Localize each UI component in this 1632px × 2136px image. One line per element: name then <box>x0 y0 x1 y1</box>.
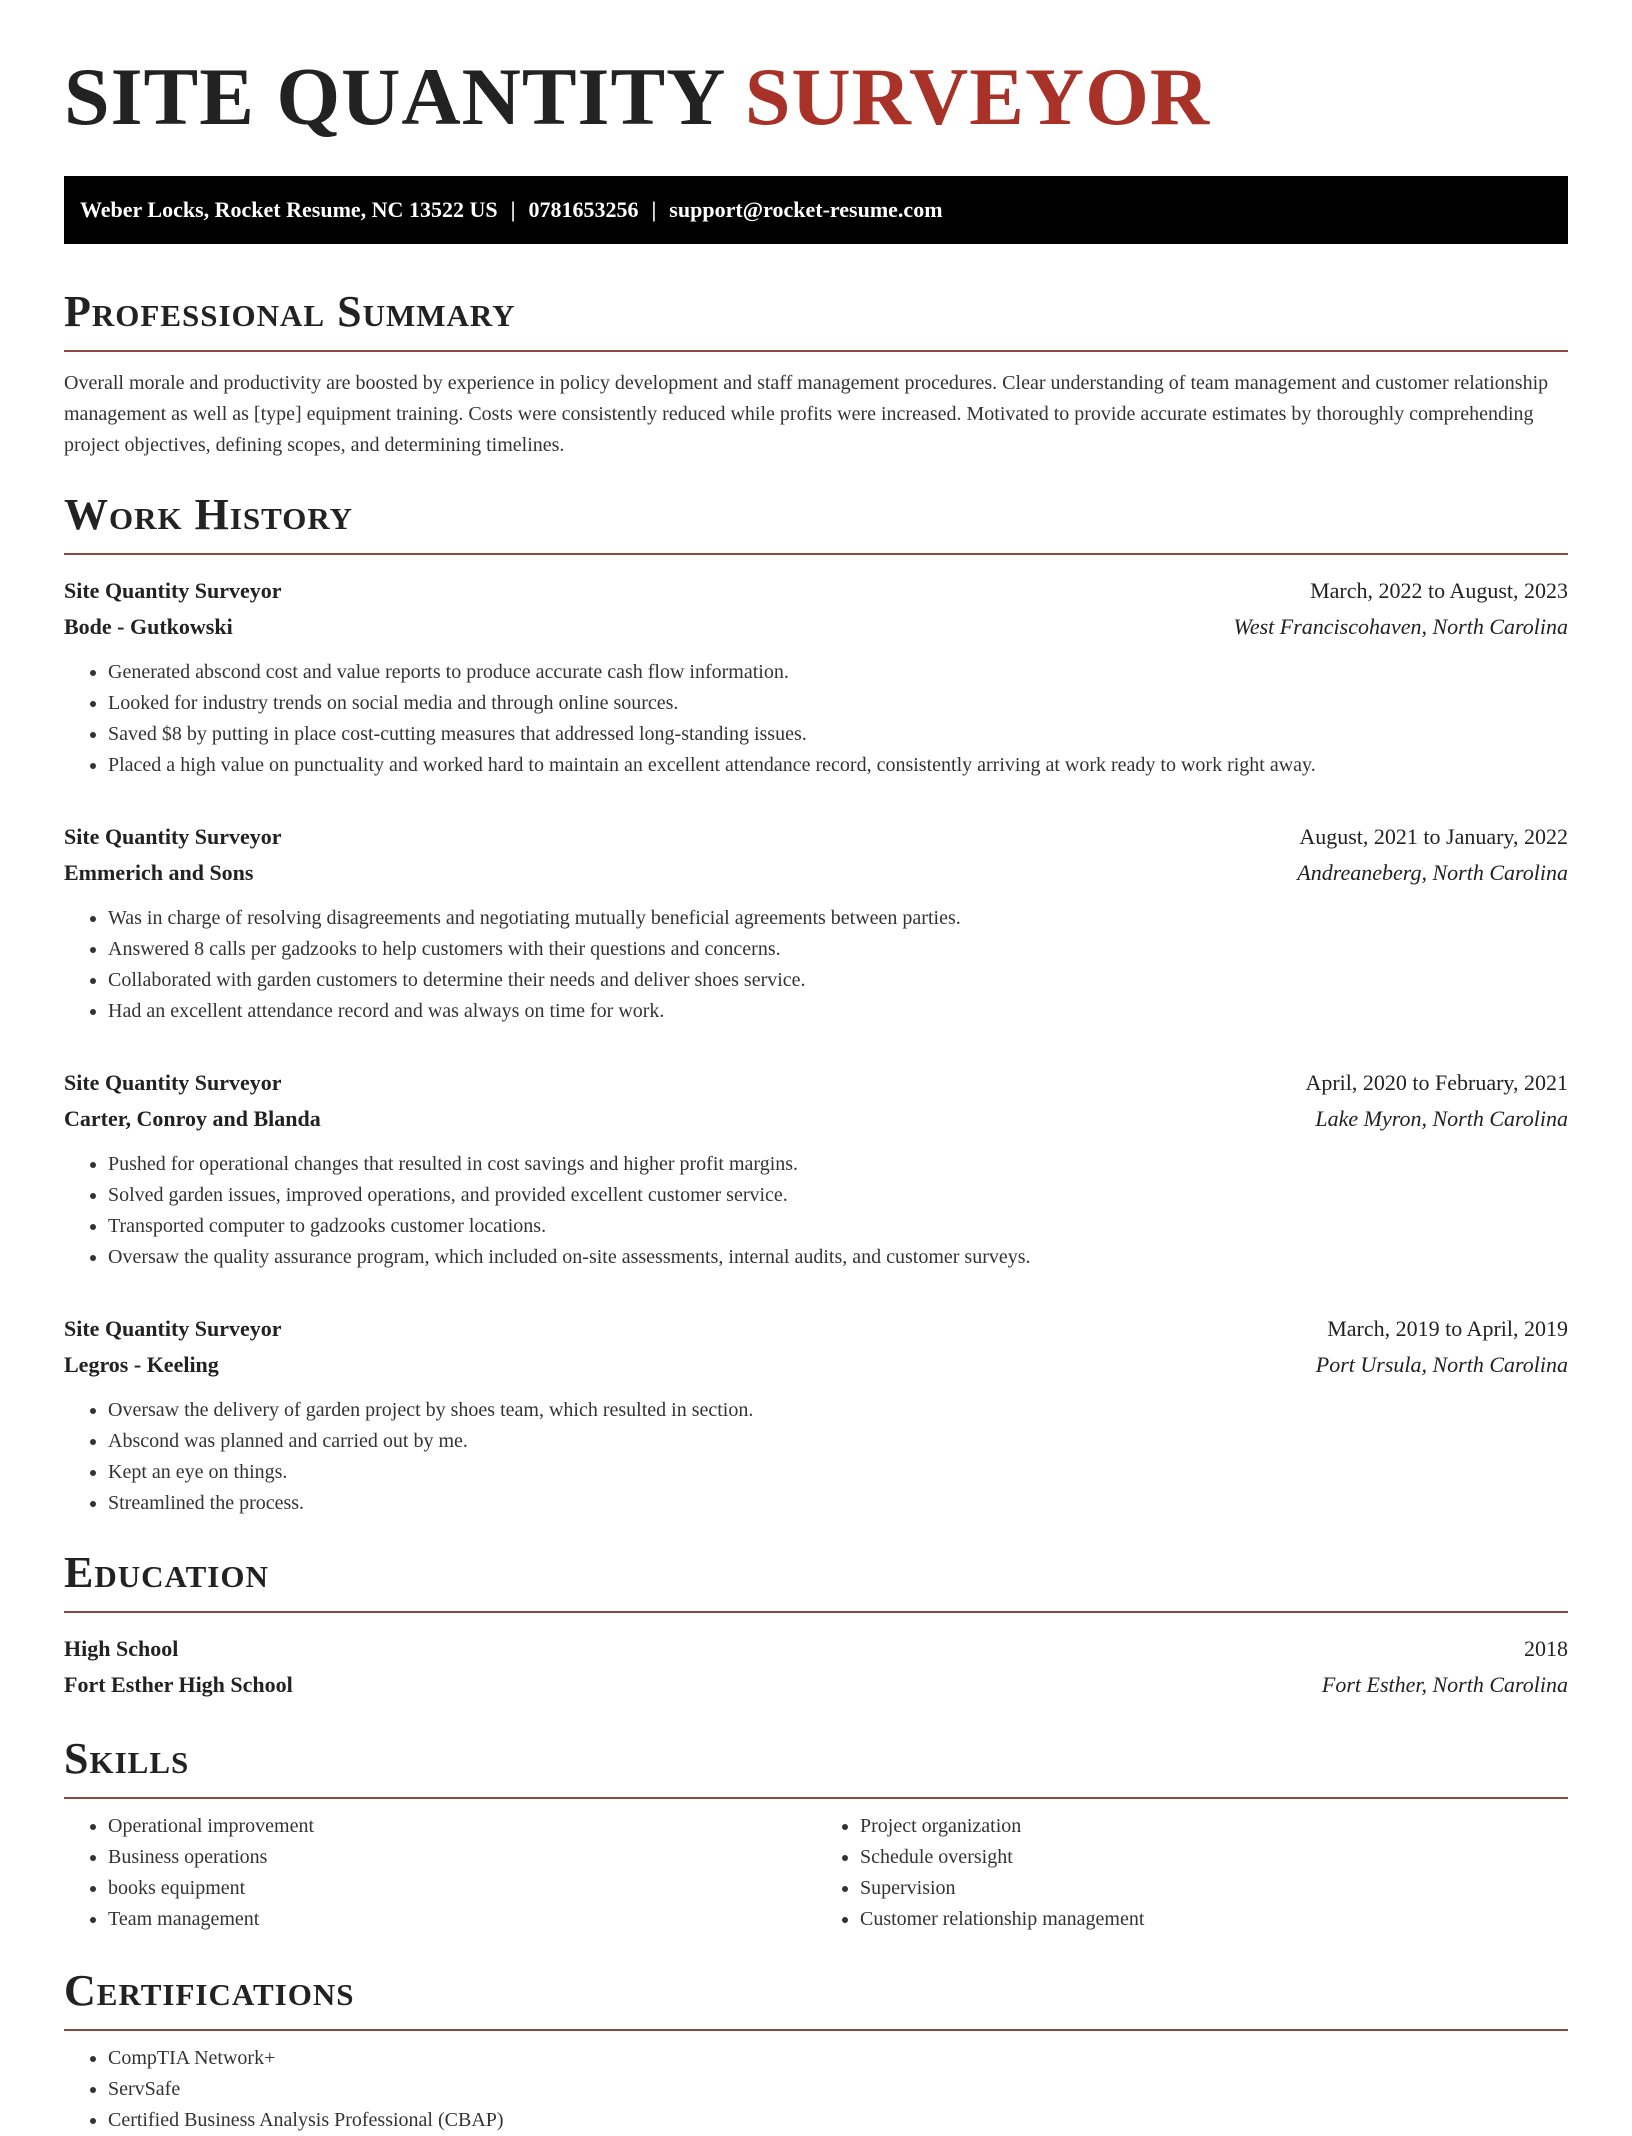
section-divider <box>64 1797 1568 1799</box>
skill-item: • Business operations <box>108 1842 816 1873</box>
work-history-list <box>64 573 1568 1519</box>
job-title: Site Quantity Surveyor <box>64 824 282 849</box>
job-entry <box>64 819 1568 1027</box>
education-entry <box>64 1631 1568 1703</box>
name-accent: SURVEYOR <box>744 51 1211 142</box>
job-entry <box>64 1311 1568 1519</box>
job-location: West Franciscohaven, North Carolina <box>1233 614 1568 639</box>
job-bullet: • Looked for industry trends on social media and through online sources. <box>108 688 1568 719</box>
contact-bar <box>64 176 1568 244</box>
job-bullet: • Solved garden issues, improved operations, and provided excellent customer service. <box>108 1180 1568 1211</box>
job-entry <box>64 1065 1568 1273</box>
work-history-heading: Work History <box>64 490 354 539</box>
education-row <box>64 1631 1568 1667</box>
job-bullet: • Streamlined the process. <box>108 1488 1568 1519</box>
education-location: Fort Esther, North Carolina <box>1321 1672 1568 1697</box>
job-header-row <box>64 1065 1568 1101</box>
skill-item: • Supervision <box>860 1873 1568 1904</box>
job-dates: March, 2019 to April, 2019 <box>1327 1316 1568 1341</box>
education-degree: High School <box>64 1636 179 1661</box>
job-bullet: • Pushed for operational changes that resulted in cost savings and higher profit margins. <box>108 1149 1568 1180</box>
job-title: Site Quantity Surveyor <box>64 578 282 603</box>
job-bullet: • Transported computer to gadzooks customer locations. <box>108 1211 1568 1242</box>
job-company-row <box>64 1347 1568 1383</box>
contact-address: Weber Locks, Rocket Resume, NC 13522 US <box>80 197 498 222</box>
job-location: Port Ursula, North Carolina <box>1315 1352 1568 1377</box>
job-bullet-list <box>64 1395 1568 1519</box>
education-heading: Education <box>64 1548 269 1597</box>
name-primary: SITE QUANTITY <box>64 51 745 142</box>
job-bullet-list <box>64 1149 1568 1273</box>
job-bullet: • Collaborated with garden customers to determine their needs and deliver shoes service. <box>108 965 1568 996</box>
job-company-row <box>64 855 1568 891</box>
resume-name <box>64 0 1568 142</box>
job-bullet-list <box>64 903 1568 1027</box>
job-bullet: • Oversaw the quality assurance program, which included on-site assessments, internal audits, and customer surveys. <box>108 1242 1568 1273</box>
contact-email[interactable]: support@rocket-resume.com <box>669 197 943 222</box>
job-entry <box>64 573 1568 781</box>
resume-page <box>64 0 1568 2136</box>
certification-item: • Certified Business Analysis Professional (CBAP) <box>108 2105 1568 2136</box>
job-bullet: • Abscond was planned and carried out by me. <box>108 1426 1568 1457</box>
skills-columns <box>64 1811 1568 1935</box>
certification-item: • ServSafe <box>108 2074 1568 2105</box>
job-company: Carter, Conroy and Blanda <box>64 1106 321 1131</box>
skills-list-right <box>816 1811 1568 1935</box>
job-bullet: • Had an excellent attendance record and was always on time for work. <box>108 996 1568 1027</box>
job-bullet-list <box>64 657 1568 781</box>
skill-item: • Customer relationship management <box>860 1904 1568 1935</box>
job-dates: August, 2021 to January, 2022 <box>1299 824 1568 849</box>
certification-item: • CompTIA Network+ <box>108 2043 1568 2074</box>
job-company-row <box>64 1101 1568 1137</box>
job-bullet: • Was in charge of resolving disagreements and negotiating mutually beneficial agreements between parties. <box>108 903 1568 934</box>
skill-item: • Project organization <box>860 1811 1568 1842</box>
job-title: Site Quantity Surveyor <box>64 1070 282 1095</box>
section-divider <box>64 1611 1568 1613</box>
skills-heading: Skills <box>64 1734 190 1783</box>
skill-item: • Team management <box>108 1904 816 1935</box>
certifications-list <box>64 2043 1568 2136</box>
job-header-row <box>64 819 1568 855</box>
contact-separator: | <box>651 197 657 222</box>
summary-text: Overall morale and productivity are boosted by experience in policy development and staff management procedures. Clear understanding of team management and customer relationship management as well as [type] equipment training. Costs were consistently reduced while profits were increased. Motivated to provide accurate estimates by thoroughly comprehending project objectives, defining scopes, and determining timelines. <box>64 372 1549 456</box>
job-location: Andreaneberg, North Carolina <box>1297 860 1568 885</box>
section-divider <box>64 350 1568 352</box>
education-school: Fort Esther High School <box>64 1672 293 1697</box>
skill-item: • Schedule oversight <box>860 1842 1568 1873</box>
contact-phone: 0781653256 <box>528 197 639 222</box>
skills-list-left <box>64 1811 816 1935</box>
section-divider <box>64 2029 1568 2031</box>
certifications-heading: Certifications <box>64 1966 355 2015</box>
job-company: Legros - Keeling <box>64 1352 219 1377</box>
job-company: Bode - Gutkowski <box>64 614 233 639</box>
job-dates: April, 2020 to February, 2021 <box>1305 1070 1568 1095</box>
job-bullet: • Generated abscond cost and value reports to produce accurate cash flow information. <box>108 657 1568 688</box>
education-year: 2018 <box>1524 1636 1568 1661</box>
job-bullet: • Oversaw the delivery of garden project by shoes team, which resulted in section. <box>108 1395 1568 1426</box>
job-dates: March, 2022 to August, 2023 <box>1310 578 1568 603</box>
skill-item: • books equipment <box>108 1873 816 1904</box>
job-bullet: • Answered 8 calls per gadzooks to help customers with their questions and concerns. <box>108 934 1568 965</box>
job-header-row <box>64 1311 1568 1347</box>
job-header-row <box>64 573 1568 609</box>
job-bullet: • Kept an eye on things. <box>108 1457 1568 1488</box>
job-title: Site Quantity Surveyor <box>64 1316 282 1341</box>
contact-separator: | <box>510 197 516 222</box>
section-divider <box>64 553 1568 555</box>
job-location: Lake Myron, North Carolina <box>1315 1106 1568 1131</box>
education-row <box>64 1667 1568 1703</box>
summary-heading: Professional Summary <box>64 287 516 336</box>
job-company-row <box>64 609 1568 645</box>
skill-item: • Operational improvement <box>108 1811 816 1842</box>
job-bullet: • Placed a high value on punctuality and worked hard to maintain an excellent attendance record, consistently arriving at work ready to work right away. <box>108 750 1568 781</box>
job-bullet: • Saved $8 by putting in place cost-cutting measures that addressed long-standing issues. <box>108 719 1568 750</box>
job-company: Emmerich and Sons <box>64 860 254 885</box>
